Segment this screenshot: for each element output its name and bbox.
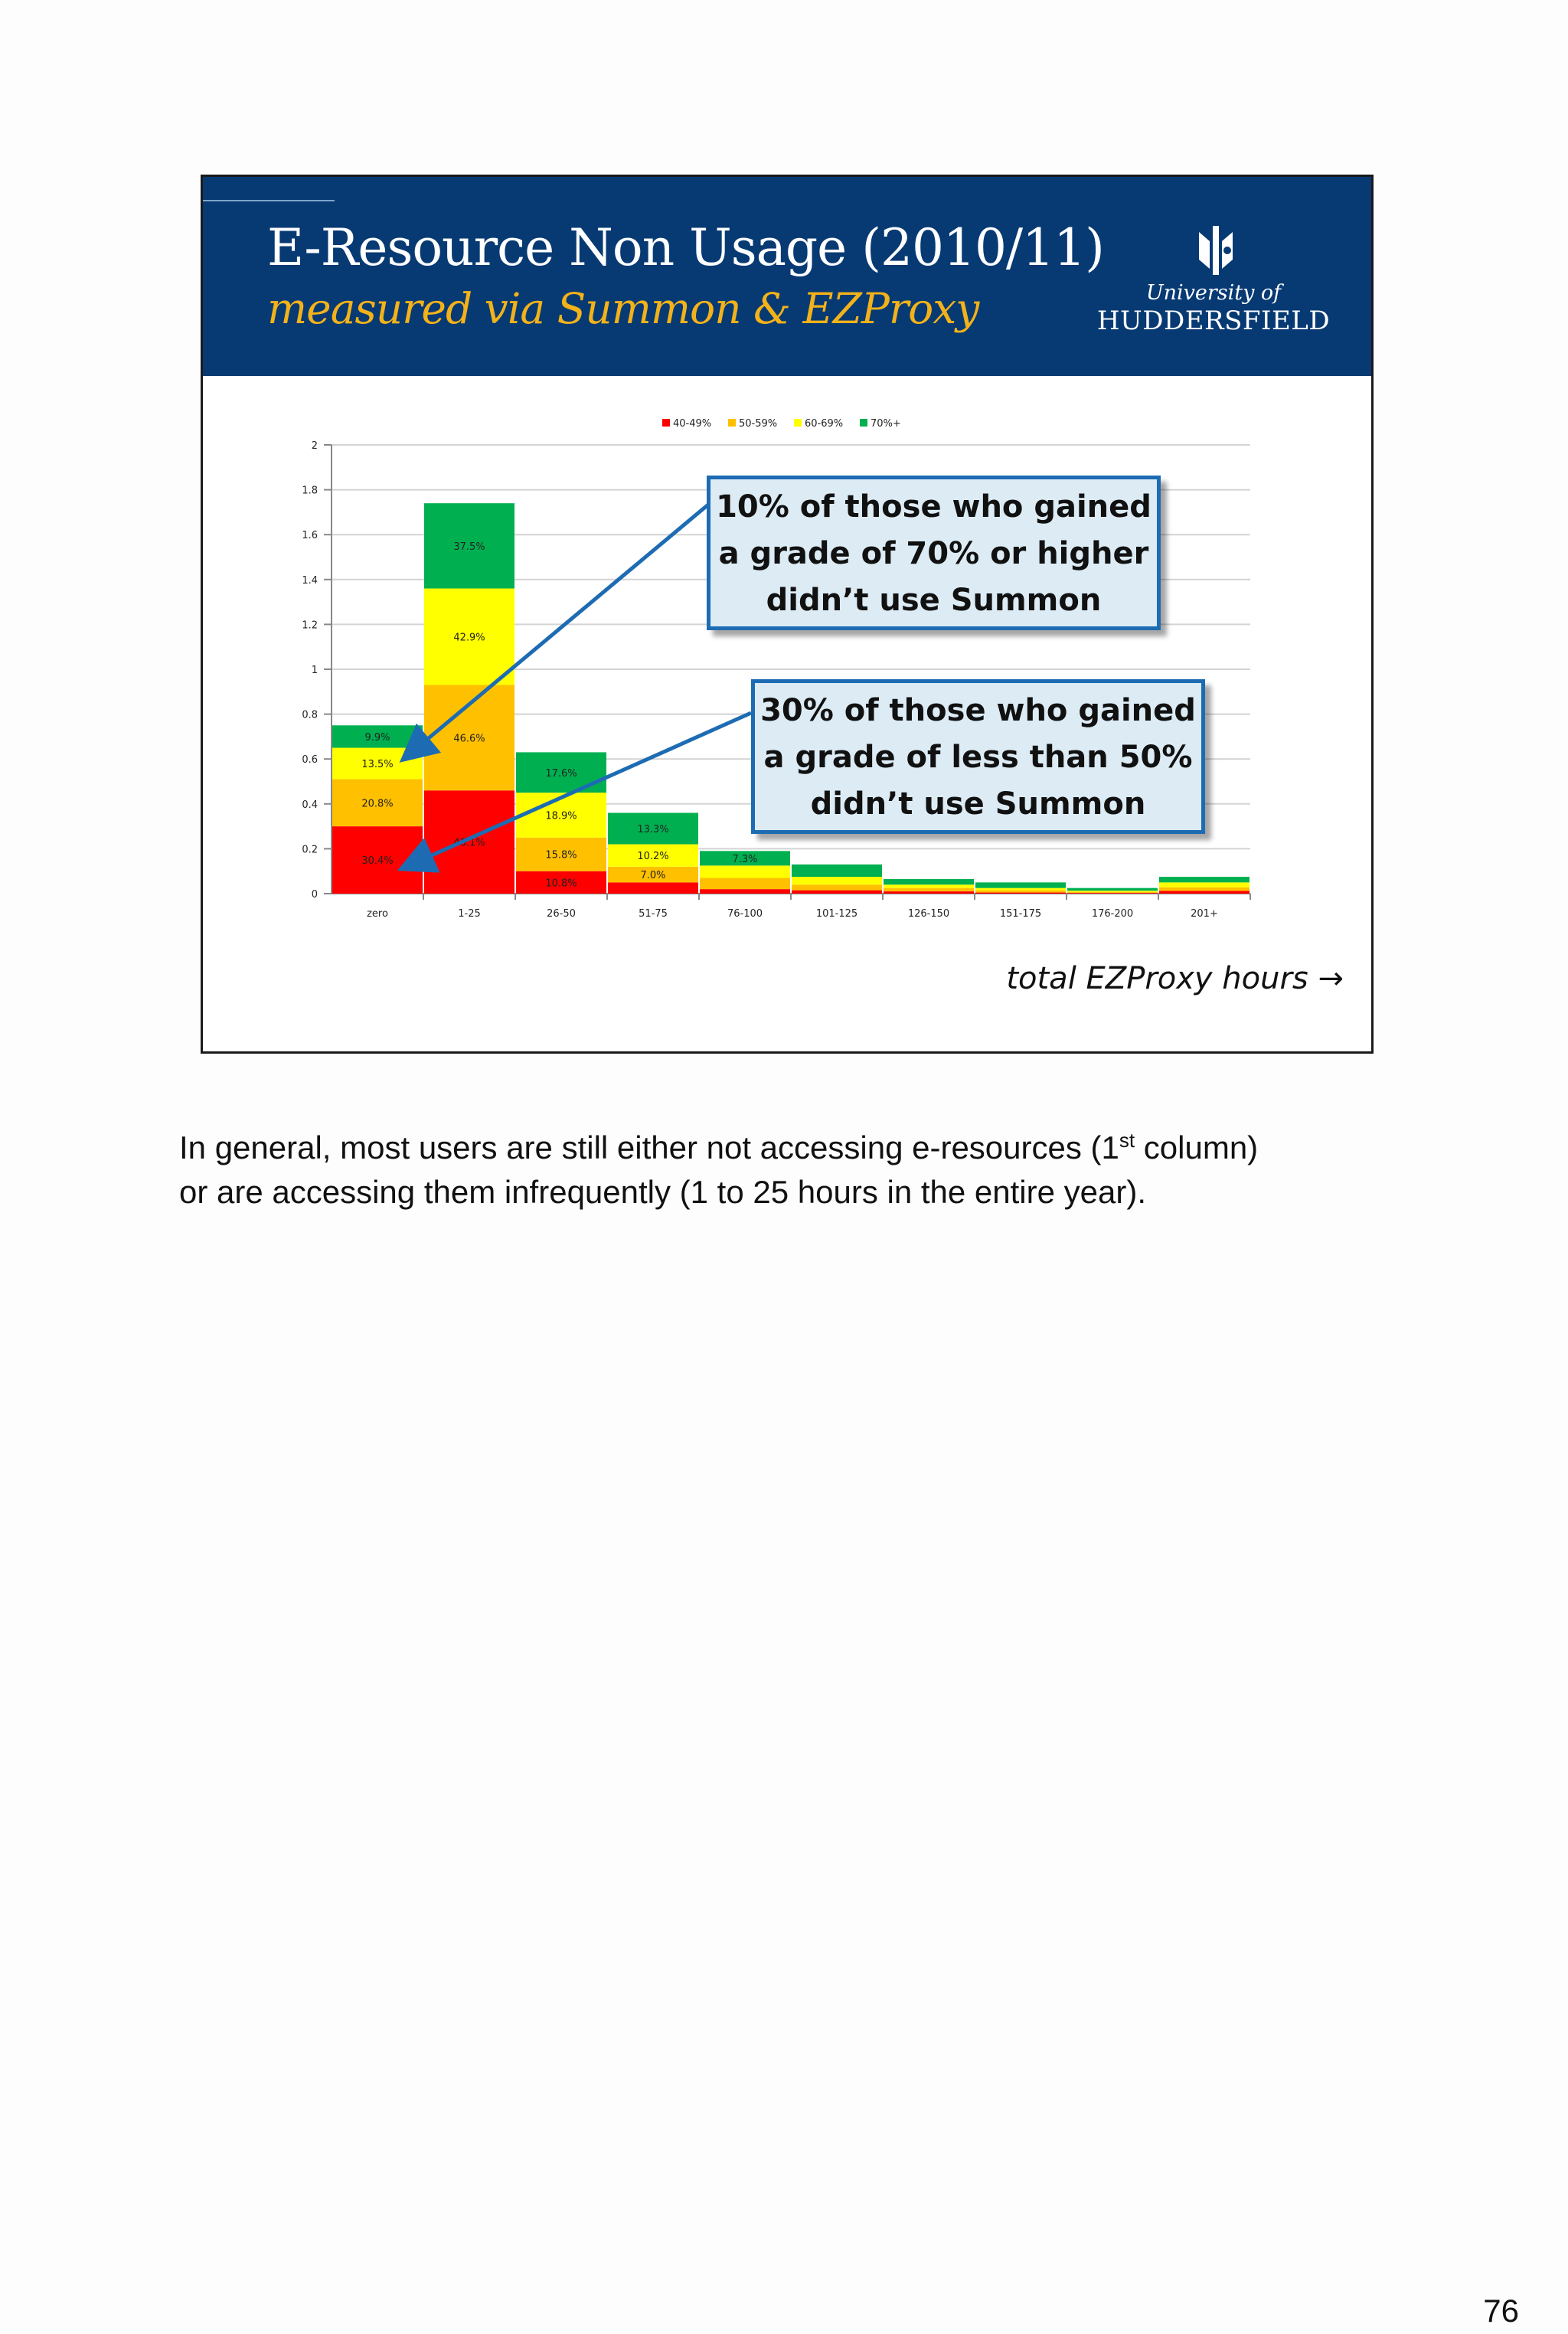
- bar-data-label: 17.6%: [545, 767, 577, 780]
- banner-rule: [203, 200, 335, 201]
- bar-segment: [608, 882, 698, 894]
- y-tick-label: 1.8: [302, 485, 318, 497]
- x-tick-label: 101-125: [815, 908, 858, 920]
- y-tick-label: 1: [311, 665, 318, 676]
- legend-swatch: [662, 419, 670, 427]
- bar-segment: [1159, 891, 1250, 894]
- bar-segment: [884, 888, 974, 891]
- slide-caption: [179, 1126, 1481, 1214]
- bar-data-label: 46.1%: [453, 837, 485, 849]
- slide-title: E-Resource Non Usage (2010/11): [267, 218, 1104, 277]
- bar-segment: [1159, 888, 1250, 891]
- y-tick-label: 0: [311, 889, 318, 901]
- bar-data-label: 37.5%: [453, 541, 485, 553]
- callout-line: didn’t use Summon: [810, 786, 1146, 822]
- bar-segment: [975, 891, 1066, 893]
- caption-line-1: [179, 1126, 1481, 1170]
- bar-segment: [700, 889, 790, 894]
- logo-text-university-of: University of: [1145, 281, 1282, 305]
- x-tick-label: 176-200: [1091, 908, 1134, 920]
- callout-line: 30% of those who gained: [760, 693, 1196, 728]
- bar-segment: [700, 878, 790, 889]
- slide-banner: [203, 177, 1371, 376]
- x-tick-label: 126-150: [907, 908, 950, 920]
- bar-data-label: 42.9%: [453, 632, 485, 644]
- callout-70-percent: [707, 476, 1161, 630]
- bar-segment: [1159, 882, 1250, 887]
- bar-segment: [975, 888, 1066, 891]
- bar-data-label: 13.3%: [637, 824, 669, 836]
- legend-label: 40-49%: [673, 418, 712, 430]
- bar-data-label: 9.9%: [364, 731, 390, 744]
- callout-line: 10% of those who gained: [716, 489, 1152, 525]
- y-tick-label: 0.6: [302, 754, 318, 767]
- caption-text: column): [1135, 1129, 1259, 1165]
- bar-segment: [792, 877, 882, 884]
- callout-line: a grade of less than 50%: [763, 740, 1193, 775]
- y-tick-label: 0.2: [302, 844, 318, 856]
- y-tick-label: 1.2: [302, 619, 318, 632]
- x-tick-label: 51-75: [639, 908, 668, 920]
- legend-swatch: [728, 419, 736, 427]
- bar-segment: [792, 865, 882, 877]
- y-tick-label: 0.8: [302, 709, 318, 721]
- bar-segment: [1159, 877, 1250, 882]
- caption-line-2: or are accessing them infrequently (1 to 25 hours in the entire year).: [179, 1174, 1146, 1210]
- slide-subtitle: measured via Summon & EZProxy: [267, 284, 979, 333]
- legend-swatch: [794, 419, 802, 427]
- x-tick-label: 76-100: [727, 908, 763, 920]
- callout-line: a grade of 70% or higher: [718, 536, 1149, 571]
- bar-data-label: 10.8%: [545, 878, 577, 890]
- page-number: 76: [1483, 2293, 1519, 2329]
- bar-data-label: 18.9%: [545, 810, 577, 822]
- legend-swatch: [860, 419, 867, 427]
- callout-50-percent: [751, 679, 1205, 834]
- bar-data-label: 7.0%: [640, 870, 666, 882]
- x-tick-label: 151-175: [999, 908, 1042, 920]
- bar-data-label: 20.8%: [361, 798, 394, 810]
- bar-segment: [792, 891, 882, 894]
- chart-legend: [662, 418, 901, 430]
- y-tick-label: 1.6: [302, 530, 318, 542]
- bar-data-label: 15.8%: [545, 849, 577, 861]
- bar-segment: [884, 879, 974, 884]
- bar-segment: [884, 891, 974, 894]
- callout-line: didn’t use Summon: [766, 583, 1102, 618]
- caption-text: In general, most users are still either not accessing e-resources (1: [179, 1129, 1119, 1165]
- bar-data-label: 10.2%: [637, 851, 669, 863]
- bar-data-label: 7.3%: [732, 853, 758, 865]
- bar-data-label: 13.5%: [361, 759, 394, 771]
- bar-segment: [975, 893, 1066, 894]
- bar-data-label: 46.6%: [453, 733, 485, 745]
- x-tick-label: 26-50: [547, 908, 576, 920]
- bar-segment: [975, 882, 1066, 888]
- legend-label: 60-69%: [805, 418, 844, 430]
- y-tick-label: 2: [311, 440, 318, 452]
- bar-segment: [884, 884, 974, 888]
- legend-label: 70%+: [871, 418, 901, 430]
- x-tick-label: zero: [367, 908, 388, 920]
- bar-segment: [700, 865, 790, 878]
- y-tick-label: 1.4: [302, 574, 318, 587]
- bar-segment: [1067, 888, 1158, 891]
- caption-superscript: st: [1119, 1129, 1135, 1152]
- x-axis-note: total EZProxy hours →: [1006, 961, 1344, 996]
- bar-data-label: 30.4%: [361, 855, 394, 868]
- x-tick-label: 1-25: [458, 908, 481, 920]
- legend-label: 50-59%: [739, 418, 778, 430]
- bar-segment: [1067, 892, 1158, 893]
- logo-text-huddersfield: HUDDERSFIELD: [1096, 306, 1331, 336]
- university-logo-icon: [1194, 224, 1237, 276]
- y-tick-label: 0.4: [302, 799, 318, 811]
- bar-segment: [792, 884, 882, 890]
- bar-segment: [1067, 893, 1158, 894]
- slide: [201, 175, 1374, 1054]
- x-tick-label: 201+: [1191, 908, 1218, 920]
